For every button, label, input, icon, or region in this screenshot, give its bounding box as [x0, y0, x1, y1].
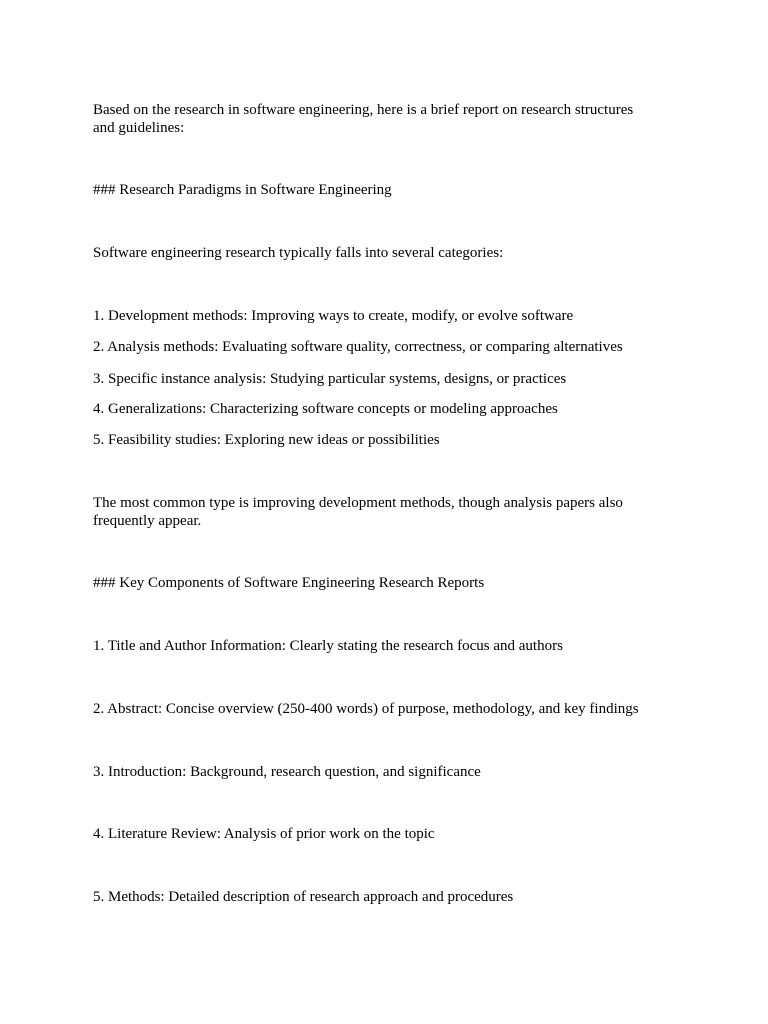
component-item: 2. Abstract: Concise overview (250-400 words) of purpose, methodology, and key findings: [93, 701, 639, 717]
category-item: 1. Development methods: Improving ways to create, modify, or evolve software: [93, 308, 574, 324]
category-item: 3. Specific instance analysis: Studying particular systems, designs, or practices: [93, 371, 567, 387]
heading-key-components: ### Key Components of Software Engineering Research Reports: [93, 575, 485, 591]
component-item: 5. Methods: Detailed description of research approach and procedures: [93, 889, 514, 905]
categories-intro-paragraph: Software engineering research typically falls into several categories:: [93, 245, 504, 261]
component-item: 4. Literature Review: Analysis of prior work on the topic: [93, 826, 435, 842]
category-item: 2. Analysis methods: Evaluating software quality, correctness, or comparing alternatives: [93, 339, 623, 355]
category-item: 4. Generalizations: Characterizing software concepts or modeling approaches: [93, 401, 558, 417]
heading-research-paradigms: ### Research Paradigms in Software Engineering: [93, 182, 392, 198]
common-type-paragraph: The most common type is improving development methods, though analysis papers also frequently appear.: [93, 495, 623, 529]
category-item: 5. Feasibility studies: Exploring new ideas or possibilities: [93, 432, 440, 448]
component-item: 1. Title and Author Information: Clearly stating the research focus and authors: [93, 638, 563, 654]
intro-paragraph: Based on the research in software engineering, here is a brief report on research structures and guidelines:: [93, 102, 634, 136]
component-item: 3. Introduction: Background, research question, and significance: [93, 764, 481, 780]
